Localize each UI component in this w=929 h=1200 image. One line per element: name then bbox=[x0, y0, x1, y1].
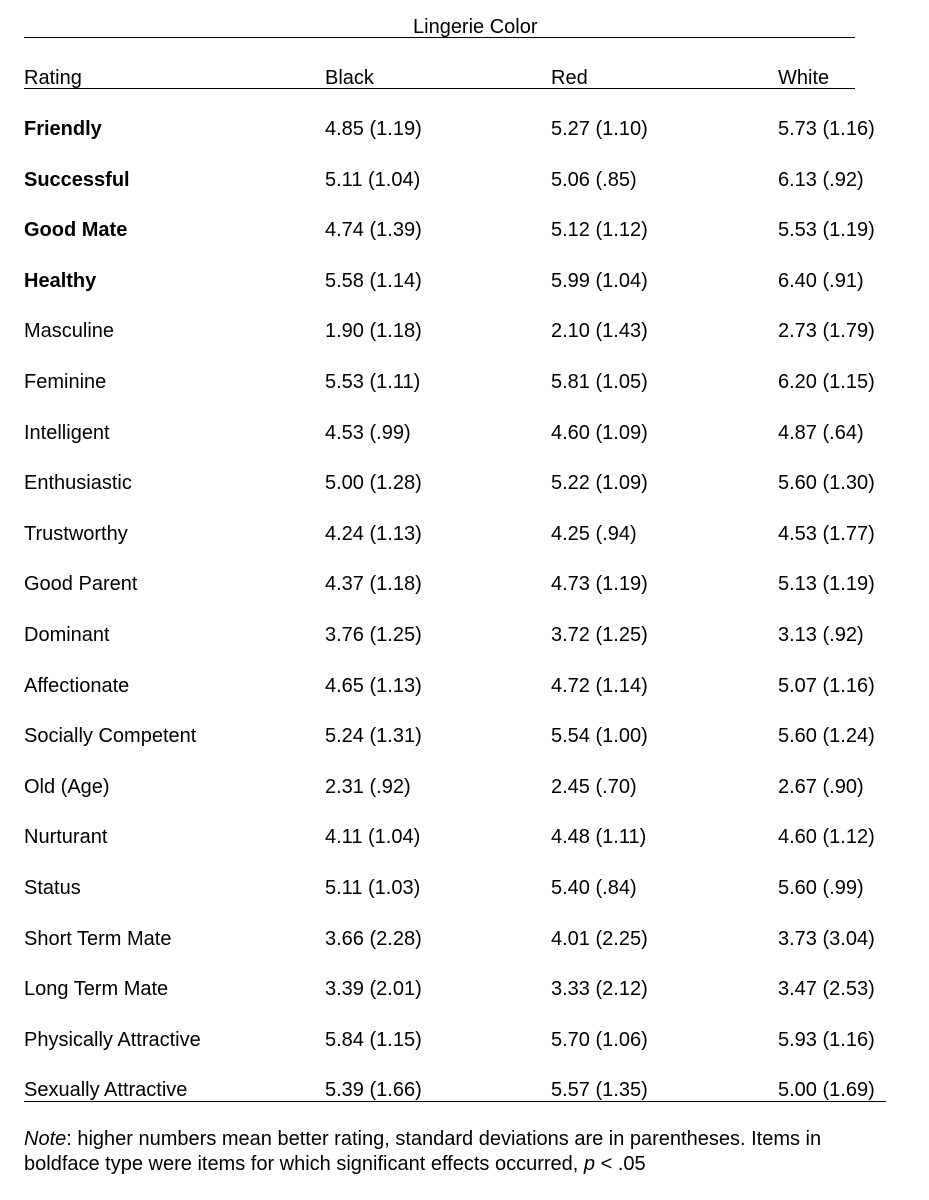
white-value: 5.07 (1.16) bbox=[778, 675, 875, 697]
white-value: 4.60 (1.12) bbox=[778, 826, 875, 848]
spanner-rule bbox=[24, 37, 855, 38]
black-value: 5.11 (1.03) bbox=[325, 877, 421, 899]
white-value: 5.60 (1.30) bbox=[778, 472, 875, 494]
table-row bbox=[0, 824, 929, 850]
black-value: 1.90 (1.18) bbox=[325, 320, 422, 342]
red-value: 5.81 (1.05) bbox=[551, 371, 648, 393]
table-row bbox=[0, 217, 929, 243]
white-value: 5.00 (1.69) bbox=[778, 1079, 875, 1101]
table-row bbox=[0, 774, 929, 800]
red-value: 5.06 (.85) bbox=[551, 169, 637, 191]
white-value: 4.53 (1.77) bbox=[778, 523, 875, 545]
rating-label: Healthy bbox=[24, 270, 97, 292]
white-value: 6.13 (.92) bbox=[778, 169, 864, 191]
header-red: Red bbox=[551, 67, 588, 89]
red-value: 3.72 (1.25) bbox=[551, 624, 648, 646]
white-value: 6.20 (1.15) bbox=[778, 371, 875, 393]
table-row bbox=[0, 1077, 929, 1103]
rating-label: Masculine bbox=[24, 320, 115, 342]
rating-label: Long Term Mate bbox=[24, 978, 169, 1000]
black-value: 4.11 (1.04) bbox=[325, 826, 421, 848]
red-value: 5.54 (1.00) bbox=[551, 725, 648, 747]
white-value: 2.67 (.90) bbox=[778, 776, 864, 798]
table-row bbox=[0, 723, 929, 749]
black-value: 5.11 (1.04) bbox=[325, 169, 421, 191]
rating-label: Dominant bbox=[24, 624, 110, 646]
table-row bbox=[0, 268, 929, 294]
black-value: 4.24 (1.13) bbox=[325, 523, 422, 545]
table-row bbox=[0, 369, 929, 395]
table-row bbox=[0, 926, 929, 952]
table-row bbox=[0, 976, 929, 1002]
header-black: Black bbox=[325, 67, 374, 89]
rating-label: Enthusiastic bbox=[24, 472, 132, 494]
red-value: 2.10 (1.43) bbox=[551, 320, 648, 342]
rating-label: Successful bbox=[24, 169, 130, 191]
rating-label: Status bbox=[24, 877, 81, 899]
black-value: 5.24 (1.31) bbox=[325, 725, 422, 747]
red-value: 5.40 (.84) bbox=[551, 877, 637, 899]
table-row bbox=[0, 420, 929, 446]
rating-label: Old (Age) bbox=[24, 776, 110, 798]
rating-label: Intelligent bbox=[24, 422, 110, 444]
black-value: 3.76 (1.25) bbox=[325, 624, 422, 646]
table-row bbox=[0, 470, 929, 496]
white-value: 5.73 (1.16) bbox=[778, 118, 875, 140]
black-value: 4.85 (1.19) bbox=[325, 118, 422, 140]
table-row bbox=[0, 673, 929, 699]
table-note bbox=[24, 1127, 894, 1177]
black-value: 3.66 (2.28) bbox=[325, 928, 422, 950]
black-value: 4.65 (1.13) bbox=[325, 675, 422, 697]
red-value: 5.70 (1.06) bbox=[551, 1029, 648, 1051]
rating-label: Good Parent bbox=[24, 573, 138, 595]
red-value: 4.60 (1.09) bbox=[551, 422, 648, 444]
white-value: 5.13 (1.19) bbox=[778, 573, 875, 595]
header-rule bbox=[24, 88, 855, 89]
rating-label: Good Mate bbox=[24, 219, 128, 241]
table-row bbox=[0, 116, 929, 142]
rating-label: Socially Competent bbox=[24, 725, 197, 747]
white-value: 2.73 (1.79) bbox=[778, 320, 875, 342]
black-value: 4.37 (1.18) bbox=[325, 573, 422, 595]
red-value: 2.45 (.70) bbox=[551, 776, 637, 798]
bottom-rule bbox=[24, 1101, 886, 1102]
red-value: 5.57 (1.35) bbox=[551, 1079, 648, 1101]
table-row bbox=[0, 622, 929, 648]
rating-label: Affectionate bbox=[24, 675, 130, 697]
header-rating: Rating bbox=[24, 67, 82, 89]
black-value: 5.58 (1.14) bbox=[325, 270, 422, 292]
rating-label: Trustworthy bbox=[24, 523, 128, 545]
white-value: 5.53 (1.19) bbox=[778, 219, 875, 241]
red-value: 4.48 (1.11) bbox=[551, 826, 647, 848]
rating-label: Feminine bbox=[24, 371, 107, 393]
table-spanner-heading: Lingerie Color bbox=[413, 16, 538, 38]
white-value: 3.73 (3.04) bbox=[778, 928, 875, 950]
red-value: 5.99 (1.04) bbox=[551, 270, 648, 292]
black-value: 5.53 (1.11) bbox=[325, 371, 421, 393]
white-value: 5.60 (.99) bbox=[778, 877, 864, 899]
table-row bbox=[0, 1027, 929, 1053]
black-value: 5.84 (1.15) bbox=[325, 1029, 422, 1051]
red-value: 4.72 (1.14) bbox=[551, 675, 648, 697]
red-value: 4.73 (1.19) bbox=[551, 573, 648, 595]
note-label: Note bbox=[24, 1128, 67, 1150]
header-white: White bbox=[778, 67, 830, 89]
black-value: 2.31 (.92) bbox=[325, 776, 411, 798]
note-threshold: < .05 bbox=[595, 1153, 646, 1175]
red-value: 4.01 (2.25) bbox=[551, 928, 648, 950]
table-row bbox=[0, 318, 929, 344]
red-value: 5.27 (1.10) bbox=[551, 118, 648, 140]
red-value: 3.33 (2.12) bbox=[551, 978, 648, 1000]
rating-label: Physically Attractive bbox=[24, 1029, 201, 1051]
white-value: 3.13 (.92) bbox=[778, 624, 864, 646]
table-row bbox=[0, 875, 929, 901]
rating-label: Sexually Attractive bbox=[24, 1079, 188, 1101]
white-value: 5.93 (1.16) bbox=[778, 1029, 875, 1051]
rating-label: Friendly bbox=[24, 118, 102, 140]
white-value: 6.40 (.91) bbox=[778, 270, 864, 292]
black-value: 4.53 (.99) bbox=[325, 422, 411, 444]
red-value: 4.25 (.94) bbox=[551, 523, 637, 545]
note-p-symbol: p bbox=[583, 1153, 596, 1175]
black-value: 3.39 (2.01) bbox=[325, 978, 422, 1000]
rating-label: Short Term Mate bbox=[24, 928, 172, 950]
white-value: 5.60 (1.24) bbox=[778, 725, 875, 747]
white-value: 4.87 (.64) bbox=[778, 422, 864, 444]
red-value: 5.12 (1.12) bbox=[551, 219, 648, 241]
white-value: 3.47 (2.53) bbox=[778, 978, 875, 1000]
table-row bbox=[0, 167, 929, 193]
red-value: 5.22 (1.09) bbox=[551, 472, 648, 494]
table-row bbox=[0, 571, 929, 597]
rating-label: Nurturant bbox=[24, 826, 108, 848]
table-row bbox=[0, 521, 929, 547]
black-value: 4.74 (1.39) bbox=[325, 219, 422, 241]
black-value: 5.39 (1.66) bbox=[325, 1079, 422, 1101]
note-text: : higher numbers mean better rating, standard deviations are in parentheses. Items in boldface type were items for which significant effects occurred, bbox=[24, 1128, 822, 1175]
black-value: 5.00 (1.28) bbox=[325, 472, 422, 494]
